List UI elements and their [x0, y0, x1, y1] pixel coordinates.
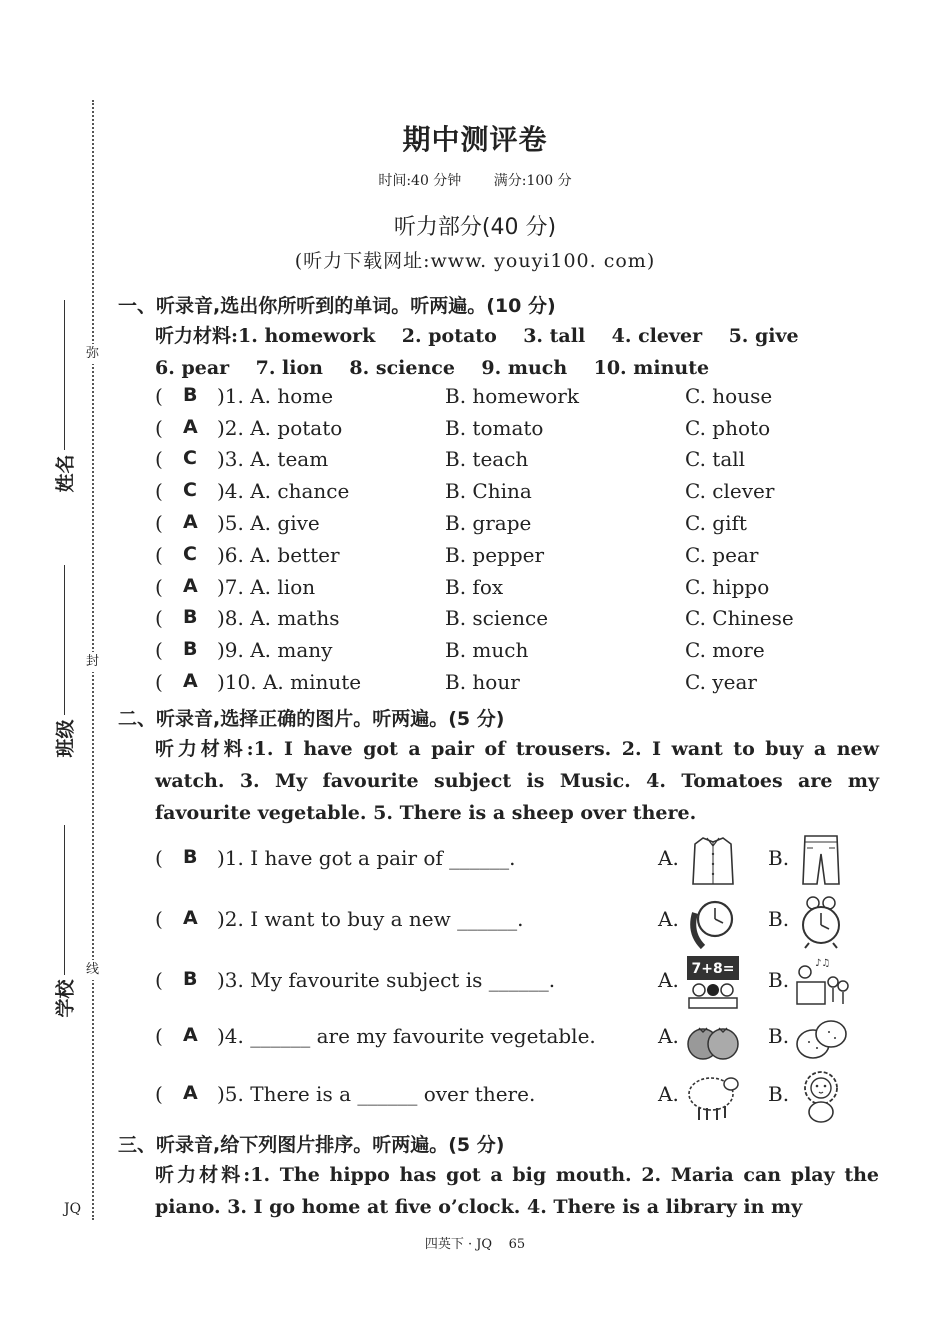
question-text: )2. I want to buy a new ______.	[217, 907, 524, 931]
shirt-icon[interactable]	[685, 832, 741, 888]
class-label: 班级	[54, 719, 77, 758]
option-c: C. year	[685, 670, 757, 694]
picture-question-row	[155, 1010, 885, 1068]
answer-paren: (	[155, 479, 163, 503]
music-note-icon: ♪♫	[815, 958, 831, 969]
answer-paren: (	[155, 575, 163, 599]
question-row	[155, 479, 879, 511]
answer-paren: (	[155, 1024, 163, 1048]
part3-heading: 三、听录音,给下列图片排序。听两遍。(5 分)	[118, 1134, 505, 1156]
label-b: B.	[768, 1024, 790, 1048]
answer-paren: (	[155, 670, 163, 694]
label-b: B.	[768, 907, 790, 931]
option-b: B. pepper	[445, 543, 545, 567]
question-row	[155, 543, 879, 575]
option-b: B. much	[445, 638, 529, 662]
answer-letter[interactable]: A	[183, 907, 198, 929]
margin-char-seal-3: 线	[86, 960, 99, 980]
question-text: )4. ______ are my favourite vegetable.	[217, 1024, 596, 1048]
option-a: )8. A. maths	[217, 606, 340, 630]
answer-paren: (	[155, 384, 163, 408]
exam-time: 时间:40 分钟	[378, 173, 462, 189]
answer-paren: (	[155, 447, 163, 471]
option-b: B. tomato	[445, 416, 544, 440]
answer-letter[interactable]: A	[183, 1082, 198, 1104]
label-a: A.	[658, 968, 679, 992]
school-blank[interactable]	[64, 825, 65, 975]
label-a: A.	[658, 846, 679, 870]
question-row	[155, 511, 879, 543]
label-b: B.	[768, 1082, 790, 1106]
part1-material-line1: 听力材料:1. homework 2. potato 3. tall 4. clever 5. give	[155, 325, 799, 347]
answer-paren: (	[155, 968, 163, 992]
question-row	[155, 606, 879, 638]
margin-char-seal-2: 封	[86, 652, 99, 672]
label-a: A.	[658, 1082, 679, 1106]
option-a: )6. A. better	[217, 543, 340, 567]
download-url: (听力下载网址:www. youyi100. com)	[294, 250, 656, 272]
watch-icon[interactable]	[685, 893, 741, 949]
option-a: )3. A. team	[217, 447, 329, 471]
answer-letter[interactable]: C	[183, 543, 197, 565]
label-b: B.	[768, 968, 790, 992]
answer-paren: (	[155, 846, 163, 870]
picture-question-row	[155, 832, 885, 890]
question-row	[155, 384, 879, 416]
question-text: )3. My favourite subject is ______.	[217, 968, 556, 992]
part1-material-line2: 6. pear 7. lion 8. science 9. much 10. minute	[155, 357, 710, 379]
option-b: B. teach	[445, 447, 529, 471]
margin-char-seal-1: 弥	[86, 344, 99, 364]
answer-letter[interactable]: A	[183, 511, 198, 533]
trousers-icon[interactable]	[793, 832, 849, 888]
answer-letter[interactable]: A	[183, 1024, 198, 1046]
part2-material: 听力材料:1. I have got a pair of trousers. 2. I want to buy a new watch. 3. My favourite subject is Music. 4. Tomatoes are my favourite vegetable. 5. There is a sheep over there.	[155, 738, 879, 824]
lion-icon[interactable]	[793, 1068, 849, 1124]
option-a: )9. A. many	[217, 638, 333, 662]
option-b: B. homework	[445, 384, 579, 408]
school-label: 学校	[54, 979, 77, 1018]
option-b: B. China	[445, 479, 532, 503]
class-blank[interactable]	[64, 565, 65, 715]
answer-paren: (	[155, 543, 163, 567]
answer-letter[interactable]: B	[183, 606, 198, 628]
answer-paren: (	[155, 1082, 163, 1106]
answer-letter[interactable]: B	[183, 846, 198, 868]
answer-paren: (	[155, 606, 163, 630]
answer-letter[interactable]: C	[183, 479, 197, 501]
question-row	[155, 670, 879, 702]
answer-letter[interactable]: B	[183, 968, 198, 990]
option-a: )7. A. lion	[217, 575, 316, 599]
option-c: C. clever	[685, 479, 775, 503]
label-a: A.	[658, 1024, 679, 1048]
sheep-icon[interactable]	[685, 1068, 741, 1124]
option-a: )10. A. minute	[217, 670, 362, 694]
answer-paren: (	[155, 416, 163, 440]
question-row	[155, 638, 879, 670]
answer-letter[interactable]: A	[183, 575, 198, 597]
option-c: C. house	[685, 384, 773, 408]
answer-letter[interactable]: C	[183, 447, 197, 469]
answer-letter[interactable]: A	[183, 670, 198, 692]
question-row	[155, 416, 879, 448]
part3-material: 听力材料:1. The hippo has got a big mouth. 2. Maria can play the piano. 3. I go home at five o’clock. 4. There is a library in my	[155, 1164, 879, 1218]
picture-question-row	[155, 954, 885, 1012]
question-row	[155, 447, 879, 479]
question-text: )1. I have got a pair of ______.	[217, 846, 516, 870]
question-text: )5. There is a ______ over there.	[217, 1082, 536, 1106]
part2-heading: 二、听录音,选择正确的图片。听两遍。(5 分)	[118, 708, 505, 730]
picture-question-row	[155, 893, 885, 951]
option-a: )5. A. give	[217, 511, 320, 535]
option-b: B. science	[445, 606, 549, 630]
option-c: C. tall	[685, 447, 746, 471]
answer-letter[interactable]: A	[183, 416, 198, 438]
option-b: B. fox	[445, 575, 504, 599]
page-footer: 四英下 · JQ 65	[424, 1237, 526, 1252]
music-class-icon[interactable]	[793, 954, 849, 1010]
option-c: C. more	[685, 638, 765, 662]
option-c: C. pear	[685, 543, 759, 567]
name-label: 姓名	[54, 454, 77, 493]
answer-paren: (	[155, 907, 163, 931]
tomatoes-icon[interactable]	[685, 1010, 741, 1066]
option-c: C. Chinese	[685, 606, 794, 630]
option-a: )4. A. chance	[217, 479, 350, 503]
answer-letter[interactable]: B	[183, 638, 198, 660]
option-b: B. hour	[445, 670, 520, 694]
clock-icon[interactable]	[793, 893, 849, 949]
name-blank[interactable]	[64, 300, 65, 450]
jq-mark: JQ	[64, 1201, 82, 1217]
exam-meta	[0, 170, 950, 190]
answer-letter[interactable]: B	[183, 384, 198, 406]
part1-heading: 一、听录音,选出你所听到的单词。听两遍。(10 分)	[118, 295, 556, 317]
potatoes-icon[interactable]	[793, 1010, 849, 1066]
option-c: C. hippo	[685, 575, 770, 599]
maths-class-icon[interactable]	[685, 954, 741, 1010]
label-b: B.	[768, 846, 790, 870]
option-b: B. grape	[445, 511, 532, 535]
answer-paren: (	[155, 511, 163, 535]
option-a: )1. A. home	[217, 384, 334, 408]
page-title: 期中测评卷	[402, 123, 548, 156]
exam-score: 满分:100 分	[493, 173, 572, 189]
picture-question-row	[155, 1068, 885, 1126]
option-c: C. photo	[685, 416, 771, 440]
option-a: )2. A. potato	[217, 416, 343, 440]
board-text: 7+8=	[691, 961, 735, 977]
section-title: 听力部分(40 分)	[393, 215, 557, 240]
option-c: C. gift	[685, 511, 747, 535]
question-row	[155, 575, 879, 607]
label-a: A.	[658, 907, 679, 931]
answer-paren: (	[155, 638, 163, 662]
